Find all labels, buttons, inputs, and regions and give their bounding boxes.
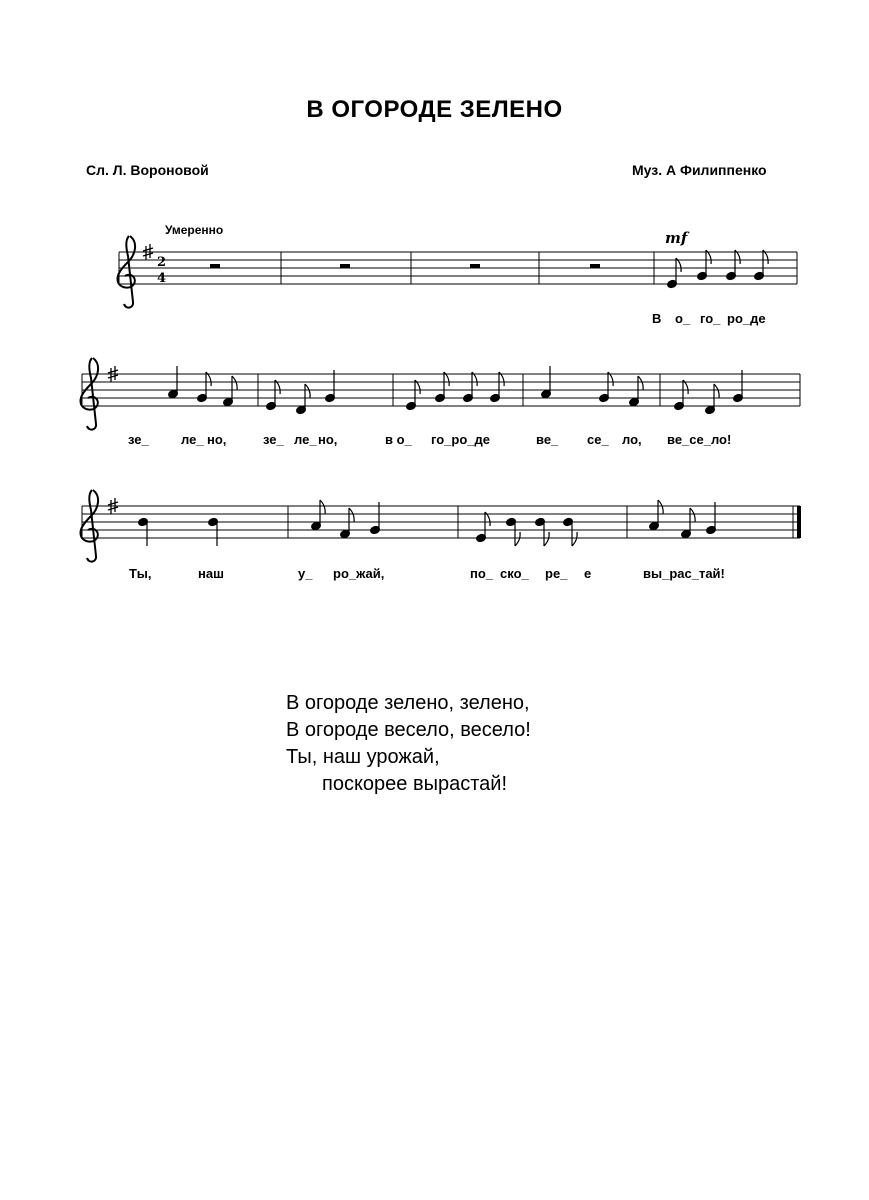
lyric-syllable: наш <box>198 566 224 581</box>
verse-line: поскорее вырастай! <box>322 773 508 795</box>
lyric-syllable: ле_ <box>294 432 317 447</box>
notes-measure-5 <box>667 250 769 289</box>
lyric-syllable: ле_ <box>181 432 204 447</box>
whole-rest-icon <box>590 264 600 268</box>
notes-system-3 <box>138 500 717 546</box>
lyric-syllable: ро_жай, <box>333 566 385 581</box>
lyric-syllable: се_ <box>587 432 609 447</box>
lyric-syllable: ве_се_ло! <box>667 432 732 447</box>
svg-text:2: 2 <box>157 255 167 270</box>
lyric-syllable: ско_ <box>500 566 529 581</box>
lyric-syllable: го_ро_де <box>431 432 491 447</box>
lyric-syllable: ре_ <box>545 566 568 581</box>
treble-clef-icon <box>80 358 98 430</box>
lyric-syllable: е <box>584 566 592 581</box>
lyric-syllable: ло, <box>622 432 642 447</box>
svg-text:4: 4 <box>157 271 167 286</box>
verse-line: В огороде весело, весело! <box>286 719 531 741</box>
lyric-syllable: но, <box>207 432 227 447</box>
whole-rest-icon <box>210 264 220 268</box>
lyric-syllable: о_ <box>675 311 691 326</box>
verse-line: Ты, наш урожай, <box>286 746 440 768</box>
tempo-marking: Умеренно <box>165 223 224 237</box>
lyric-syllable: в о_ <box>385 432 412 447</box>
lyric-syllable: зе_ <box>128 432 149 447</box>
final-barline <box>797 506 801 538</box>
staff-system-1 <box>117 236 797 308</box>
whole-rest-icon <box>470 264 480 268</box>
song-title: В ОГОРОДЕ ЗЕЛЕНО <box>306 96 563 123</box>
lyric-syllable: ро_де <box>727 311 766 326</box>
staff-system-2 <box>80 358 800 430</box>
treble-clef-icon <box>117 236 135 308</box>
verse-line: В огороде зелено, зелено, <box>286 692 530 714</box>
staff-system-3 <box>80 490 801 562</box>
lyric-syllable: зе_ <box>263 432 284 447</box>
lyric-syllable: го_ <box>700 311 721 326</box>
lyric-syllable: но, <box>318 432 338 447</box>
lyric-syllable: у_ <box>298 566 313 581</box>
lyricist-credit: Сл. Л. Вороновой <box>86 162 209 178</box>
lyric-syllable: Ты, <box>129 566 152 581</box>
lyric-syllable: по_ <box>470 566 494 581</box>
treble-clef-icon <box>80 490 98 562</box>
lyric-syllable: В <box>652 311 662 326</box>
lyric-syllable: вы_рас_тай! <box>643 566 725 581</box>
lyric-syllable: ве_ <box>536 432 559 447</box>
composer-credit: Муз. А Филиппенко <box>632 162 767 178</box>
verse-text <box>286 690 531 798</box>
dynamic-marking: mf <box>665 229 688 247</box>
whole-rest-icon <box>340 264 350 268</box>
